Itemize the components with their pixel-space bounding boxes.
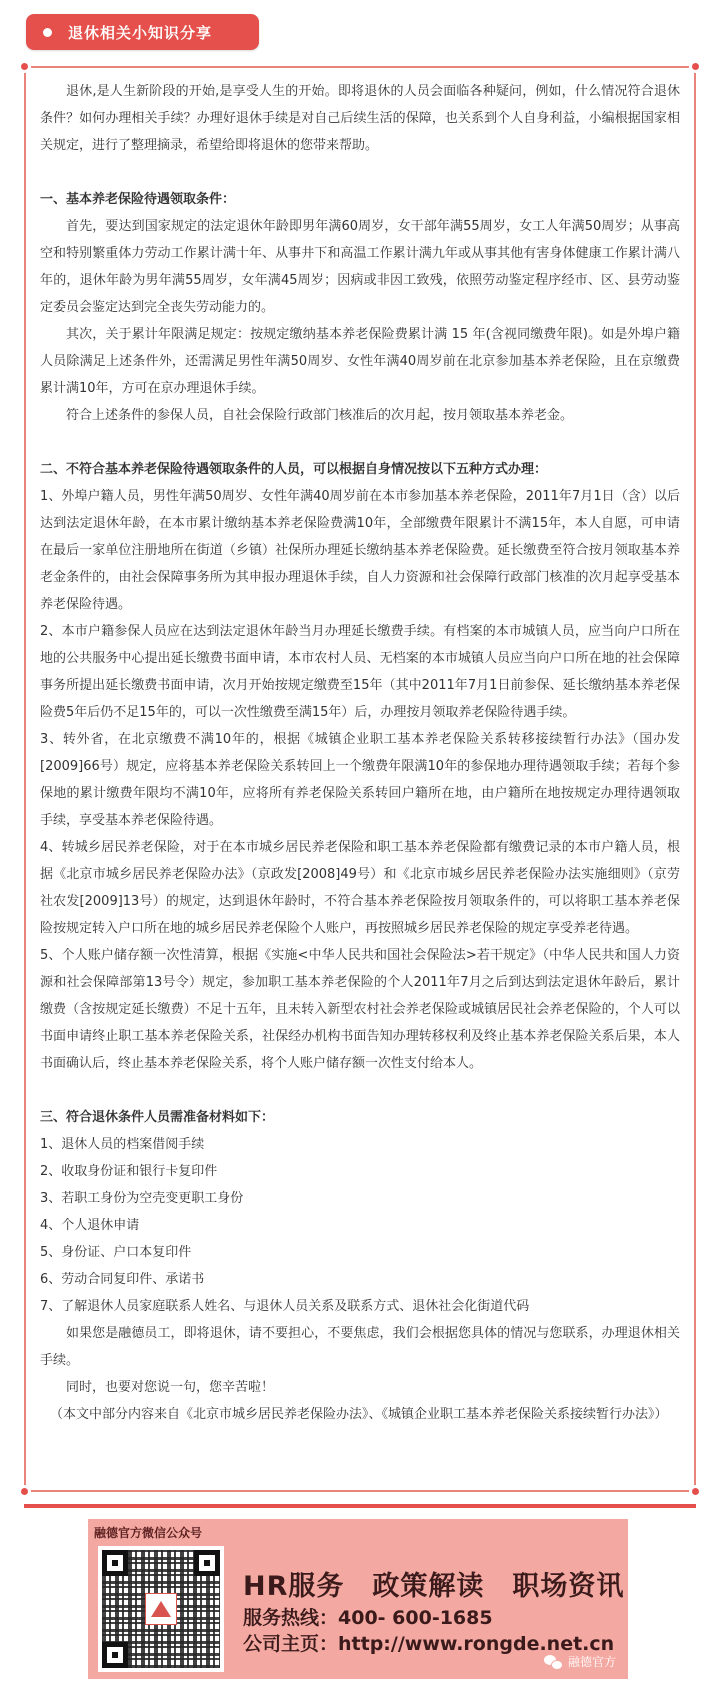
intro-paragraph: 退休,是人生新阶段的开始,是享受人生的开始。即将退休的人员会面临各种疑问，例如，什么情况符合退休条件？如何办理相关手续？办理好退休手续是对自己后续生活的保障，也关系到个人自身利益，小编根据国家相关规定，进行了整理摘录，希望给即将退休的您带来帮助。 [40, 84, 680, 153]
section-heading: 二、不符合基本养老保险待遇领取条件的人员，可以根据自身情况按以下五种方式办理： [40, 462, 548, 477]
bullet-dot-icon [43, 28, 52, 37]
section-heading: 一、基本养老保险待遇领取条件： [40, 192, 236, 207]
list-item: 4、转城乡居民养老保险，对于在本市城乡居民养老保险和职工基本养老保险都有缴费记录的本市户籍人员，根据《北京市城乡居民养老保险办法》（京政发[2008]49号）和《北京市城乡居民养老保险办法实施细则》（京劳社农发[2009]13号）的规定，达到退休年龄时，不符合基本养老保险按月领取条件的，可以将职工基本养老保险按规定转入户口所在地的城乡居民养老保险个人账户，再按照城乡居民养老保险的规定享受养老待遇。 [40, 840, 680, 936]
service-hotline: 服务热线：400- 600-1685 [243, 1607, 493, 1629]
list-item: 4、个人退休申请 [40, 1218, 140, 1233]
wechat-account [544, 1653, 616, 1670]
rongde-logo-icon [145, 1593, 177, 1625]
banner-label: 融德官方微信公众号 [94, 1526, 203, 1540]
banner-slogan: HR服务 政策解读 职场资讯 [243, 1571, 625, 1602]
list-item: 1、退休人员的档案借阅手续 [40, 1137, 205, 1152]
wechat-banner [88, 1519, 628, 1679]
corner-dot-icon [19, 1485, 31, 1497]
qr-code-icon[interactable] [98, 1546, 224, 1672]
list-item: 1、外埠户籍人员，男性年满50周岁、女性年满40周岁前在本市参加基本养老保险，2011年7月1日（含）以后达到法定退休年龄，在本市累计缴纳基本养老保险费满10年，全部缴费年限累计不满15年，本人自愿，可申请在最后一家单位注册地所在街道（乡镇）社保所办理延长缴纳基本养老保险费。延长缴费至符合按月领取基本养老金条件的，由社会保障事务所为其申报办理退休手续，自人力资源和社会保障行政部门核准的次月起享受基本养老保险待遇。 [40, 489, 680, 612]
paragraph: 其次，关于累计年限满足规定：按规定缴纳基本养老保险费累计满 15 年(含视同缴费年限)。如是外埠户籍人员除满足上述条件外，还需满足男性年满50周岁、女性年满40周岁前在北京参加基本养老保险，且在京缴费累计满10年，方可在京办理退休手续。 [40, 327, 680, 396]
wechat-icon [544, 1655, 562, 1669]
article-body [40, 78, 680, 1428]
divider [24, 1504, 696, 1508]
company-homepage: 公司主页：http://www.rongde.net.cn [243, 1633, 615, 1655]
corner-dot-icon [689, 1485, 701, 1497]
section-heading: 三、符合退休条件人员需准备材料如下： [40, 1110, 275, 1125]
paragraph: 如果您是融德员工，即将退休，请不要担心，不要焦虑，我们会根据您具体的情况与您联系，办理退休相关手续。 [40, 1326, 680, 1368]
paragraph: 同时，也要对您说一句，您辛苦啦！ [66, 1380, 275, 1395]
source-note: （本文中部分内容来自《北京市城乡居民养老保险办法》、《城镇企业职工基本养老保险关系接续暂行办法》） [50, 1407, 668, 1422]
article-frame [24, 66, 696, 1492]
corner-dot-icon [689, 61, 701, 73]
section-title-badge [26, 14, 259, 50]
list-item: 5、身份证、户口本复印件 [40, 1245, 192, 1260]
list-item: 7、了解退休人员家庭联系人姓名、与退休人员关系及联系方式、退休社会化街道代码 [40, 1299, 530, 1314]
list-item: 6、劳动合同复印件、承诺书 [40, 1272, 205, 1287]
section-title: 退休相关小知识分享 [68, 23, 213, 42]
paragraph: 首先，要达到国家规定的法定退休年龄即男年满60周岁，女干部年满55周岁，女工人年满50周岁；从事高空和特别繁重体力劳动工作累计满十年、从事井下和高温工作累计满九年或从事其他有害身体健康工作累计满八年的，退休年龄为男年满55周岁，女年满45周岁；因病或非因工致残，依照劳动鉴定程序经市、区、县劳动鉴定委员会鉴定达到完全丧失劳动能力的。 [40, 219, 680, 315]
list-item: 3、转外省，在北京缴费不满10年的，根据《城镇企业职工基本养老保险关系转移接续暂行办法》（国办发[2009]66号）规定，应将基本养老保险关系转回上一个缴费年限满10年的参保地办理待遇领取手续；若每个参保地的累计缴费年限均不满10年，应将所有养老保险关系转回户籍所在地，由户籍所在地按规定办理待遇领取手续，享受基本养老保险待遇。 [40, 732, 680, 828]
list-item: 2、收取身份证和银行卡复印件 [40, 1164, 218, 1179]
list-item: 2、本市户籍参保人员应在达到法定退休年龄当月办理延长缴费手续。有档案的本市城镇人员，应当向户口所在地的公共服务中心提出延长缴费书面申请，本市农村人员、无档案的本市城镇人员应当向户口所在地的社会保障事务所提出延长缴费书面申请，次月开始按规定缴费至15年（其中2011年7月1日前参保、延长缴纳基本养老保险费5年后仍不足15年的，可以一次性缴费至满15年）后，办理按月领取养老保险待遇手续。 [40, 624, 680, 720]
wechat-account-name: 融德官方 [567, 1655, 616, 1669]
corner-dot-icon [19, 61, 31, 73]
paragraph: 符合上述条件的参保人员，自社会保险行政部门核准后的次月起，按月领取基本养老金。 [66, 408, 574, 423]
list-item: 3、若职工身份为空壳变更职工身份 [40, 1191, 244, 1206]
list-item: 5、个人账户储存额一次性清算，根据《实施<中华人民共和国社会保险法>若干规定》（中华人民共和国人力资源和社会保障部第13号令）规定，参加职工基本养老保险的个人2011年7月之后到达到法定退休年龄后，累计缴费（含按规定延长缴费）不足十五年，且未转入新型农村社会养老保险或城镇居民社会养老保险的，个人可以书面申请终止职工基本养老保险关系，社保经办机构书面告知办理转移权利及终止基本养老保险关系后果，本人书面确认后，终止基本养老保险关系，将个人账户储存额一次性支付给本人。 [40, 948, 680, 1071]
